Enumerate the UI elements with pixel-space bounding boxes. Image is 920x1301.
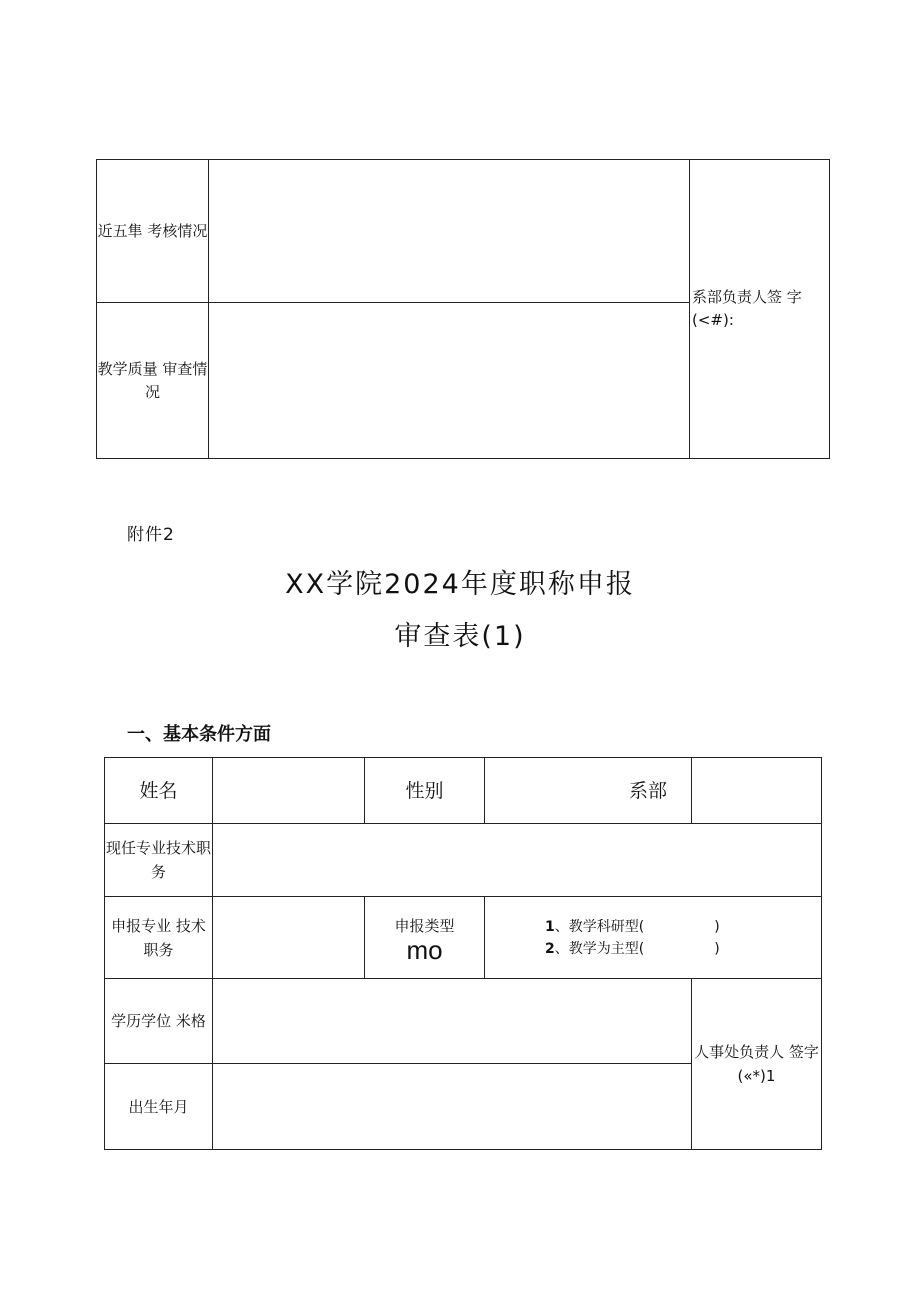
basic-conditions-table <box>104 757 822 1150</box>
apply-type-options <box>485 897 822 979</box>
five-year-assessment-cell[interactable] <box>209 160 690 303</box>
apply-title-label: 申报专业 技术职务 <box>105 897 213 979</box>
review-table <box>96 159 830 459</box>
page-subtitle: 审查表(1) <box>394 621 526 652</box>
dept-head-signature-label: 系部负责人签 字(<#): <box>692 288 802 329</box>
name-label: 姓名 <box>105 758 213 824</box>
name-cell[interactable] <box>213 758 365 824</box>
apply-type-label: 申报类型 <box>394 916 455 935</box>
apply-type-cell <box>365 897 485 979</box>
option-teaching-focused[interactable]: 2、教学为主型( ) <box>545 940 720 957</box>
education-cell[interactable] <box>213 979 692 1064</box>
teaching-quality-label: 教学质量 审查情况 <box>97 303 209 459</box>
birth-cell[interactable] <box>213 1064 692 1150</box>
dept-head-signature-cell[interactable] <box>690 160 830 459</box>
hr-signature-cell[interactable] <box>692 979 822 1150</box>
five-year-assessment-label: 近五隼 考核情况 <box>97 160 209 303</box>
apply-type-mark: mo <box>406 934 443 965</box>
gender-label: 性别 <box>365 758 485 824</box>
dept-cell[interactable] <box>692 758 822 824</box>
page-title: XX学院2024年度职称申报 <box>285 569 635 600</box>
section-heading: 一、基本条件方面 <box>127 724 271 745</box>
annex-label: 附件2 <box>127 525 175 545</box>
apply-title-cell[interactable] <box>213 897 365 979</box>
current-title-label: 现任专业技术职务 <box>105 824 213 897</box>
option-teaching-research[interactable]: 1、教学科研型( ) <box>545 918 720 935</box>
hr-signature-label: 人事处负责人 签字(«*)1 <box>694 1043 819 1085</box>
current-title-cell[interactable] <box>213 824 822 897</box>
birth-label: 出生年月 <box>105 1064 213 1150</box>
teaching-quality-cell[interactable] <box>209 303 690 459</box>
education-label: 学历学位 米格 <box>105 979 213 1064</box>
dept-label: 系部 <box>485 758 692 824</box>
